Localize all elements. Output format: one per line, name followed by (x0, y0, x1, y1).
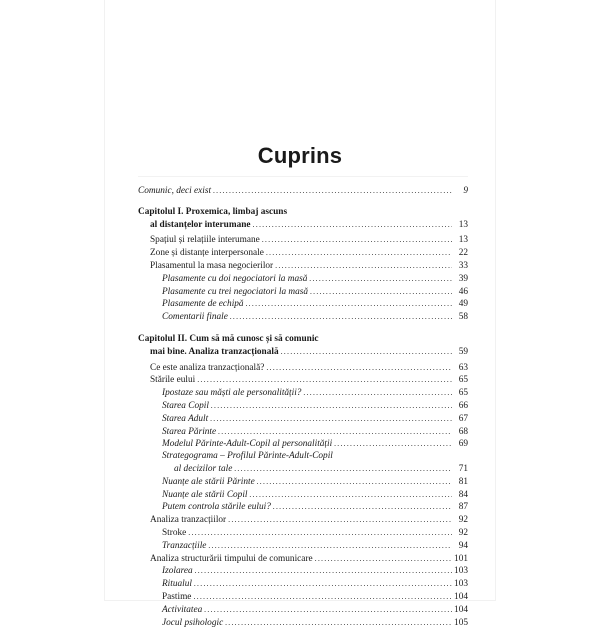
toc-entry-label: Analiza tranzacțiilor (150, 515, 226, 527)
leader-dots (188, 527, 452, 539)
toc-entry-label: Pastime (162, 592, 191, 604)
toc-entry-label: Plasamente cu doi negociatori la masă (162, 274, 307, 286)
toc-entry-label: Analiza structurării timpului de comunicare (150, 554, 313, 566)
toc-subentry (138, 273, 468, 286)
toc-entry-page: 69 (454, 439, 468, 451)
toc-subentry (138, 540, 468, 553)
toc-entry-page: 46 (454, 287, 468, 299)
toc-entry-label: Stările eului (150, 375, 195, 387)
toc-entry-label: Stroke (162, 528, 186, 540)
toc-entry-page: 63 (454, 363, 468, 375)
toc-entry-page: 104 (454, 605, 468, 617)
chapter-title-cont: al distanțelor interumane (150, 220, 251, 232)
toc-entry-label: Tranzacțiile (162, 541, 206, 553)
toc-entry-label: Nuanțe ale stării Copil (162, 490, 247, 502)
toc-entry-label: Ritualul (162, 579, 192, 591)
toc-entry-page: 101 (454, 554, 468, 566)
toc-entry-label: Putem controla stările eului? (162, 502, 271, 514)
toc-entry-label: Ipostaze sau măști ale personalității? (162, 388, 301, 400)
toc-subentry (138, 451, 468, 463)
leader-dots (266, 362, 452, 374)
toc-entry-label: Starea Adult (162, 414, 208, 426)
leader-dots (257, 476, 452, 488)
toc-entry-label: Plasamente de echipă (162, 299, 244, 311)
leader-dots (213, 185, 452, 197)
toc-subentry (138, 578, 468, 591)
leader-dots (309, 273, 452, 285)
toc-entry-page: 65 (454, 388, 468, 400)
toc-entry-label: Jocul psihologic (162, 618, 223, 629)
toc-subentry (138, 489, 468, 502)
toc-subentry (138, 438, 468, 451)
toc-entry-page: 103 (454, 566, 468, 578)
toc-subentry (138, 591, 468, 604)
toc-entry-label: Comentarii finale (162, 312, 228, 324)
toc-entry (138, 362, 468, 375)
toc-subentry (138, 501, 468, 514)
top-rule (138, 176, 468, 177)
leader-dots (230, 311, 452, 323)
leader-dots (246, 298, 452, 310)
leader-dots (211, 400, 452, 412)
toc-subentry-cont (138, 463, 468, 476)
toc-entry-page: 65 (454, 375, 468, 387)
toc-entry-label: Spațiul și relațiile interumane (150, 235, 260, 247)
leader-dots (303, 387, 452, 399)
toc-entry-label: Strategograma – Profilul Părinte-Adult-Copil (162, 451, 333, 463)
toc-entry-label: Starea Părinte (162, 427, 216, 439)
leader-dots (204, 604, 452, 616)
leader-dots (253, 219, 452, 231)
toc-entry-label: Zone și distanțe interpersonale (150, 248, 264, 260)
toc-entry-page: 92 (454, 515, 468, 527)
toc-entry-page: 81 (454, 477, 468, 489)
toc-subentry (138, 426, 468, 439)
toc-entry-page: 66 (454, 401, 468, 413)
leader-dots (194, 578, 452, 590)
toc-entry (138, 553, 468, 566)
toc-entry-page: 87 (454, 502, 468, 514)
leader-dots (275, 260, 452, 272)
toc-subentry (138, 387, 468, 400)
chapter-page: 13 (454, 220, 468, 232)
toc-entry (138, 374, 468, 387)
toc-subentry (138, 286, 468, 299)
toc-entry-label: Activitatea (162, 605, 202, 617)
toc-entry-page: 39 (454, 274, 468, 286)
leader-dots (334, 438, 452, 450)
leader-dots (234, 463, 452, 475)
toc-subentry (138, 476, 468, 489)
toc-entry-page: 13 (454, 235, 468, 247)
toc-entry-label: Modelul Părinte-Adult-Copil al personalității (162, 439, 332, 451)
leader-dots (193, 591, 452, 603)
toc-entry (138, 514, 468, 527)
toc-subentry (138, 400, 468, 413)
leader-dots (281, 346, 452, 358)
toc-entry-page: 22 (454, 248, 468, 260)
leader-dots (225, 617, 452, 629)
leader-dots (315, 553, 452, 565)
toc-entry-label: Plasamente cu trei negociatori la masă (162, 287, 308, 299)
leader-dots (273, 501, 452, 513)
leader-dots (210, 413, 452, 425)
toc-subentry (138, 617, 468, 629)
toc-entry-label: Izolarea (162, 566, 193, 578)
page-title: Cuprins (105, 143, 495, 169)
toc-subentry (138, 298, 468, 311)
toc-entry-page: 71 (454, 464, 468, 476)
toc-subentry (138, 311, 468, 324)
chapter-heading-1-line2 (138, 219, 468, 232)
toc-entry-page: 84 (454, 490, 468, 502)
chapter-heading-2-line1 (138, 334, 468, 346)
table-of-contents (138, 185, 468, 629)
toc-entry-label: Nuanțe ale stării Părinte (162, 477, 255, 489)
chapter-title: Capitolul II. Cum să mă cunosc și să comunic (138, 334, 319, 346)
toc-entry-page: 58 (454, 312, 468, 324)
toc-entry (138, 260, 468, 273)
toc-entry-label: Comunic, deci exist (138, 186, 211, 198)
toc-entry-label: Plasamentul la masa negocierilor (150, 261, 273, 273)
toc-entry-page: 67 (454, 414, 468, 426)
leader-dots (208, 540, 452, 552)
toc-entry-page: 92 (454, 528, 468, 540)
toc-entry-intro (138, 185, 468, 198)
toc-entry-label: Ce este analiza tranzacțională? (150, 363, 264, 375)
chapter-heading-1-line1 (138, 207, 468, 219)
chapter-title: Capitolul I. Proxemica, limbaj ascuns (138, 207, 287, 219)
toc-entry-page: 49 (454, 299, 468, 311)
toc-entry-page: 68 (454, 427, 468, 439)
leader-dots (228, 514, 452, 526)
leader-dots (218, 426, 452, 438)
toc-entry-label: al decizilor tale (174, 464, 232, 476)
toc-entry-page: 9 (454, 186, 468, 198)
leader-dots (197, 374, 452, 386)
toc-subentry (138, 527, 468, 540)
leader-dots (195, 565, 452, 577)
toc-subentry (138, 565, 468, 578)
chapter-heading-2-line2 (138, 346, 468, 359)
toc-entry-page: 103 (454, 579, 468, 591)
toc-entry-page: 105 (454, 618, 468, 629)
leader-dots (310, 286, 452, 298)
leader-dots (249, 489, 452, 501)
toc-entry-label: Starea Copil (162, 401, 209, 413)
leader-dots (266, 247, 452, 259)
chapter-title-cont: mai bine. Analiza tranzacțională (150, 347, 279, 359)
chapter-page: 59 (454, 347, 468, 359)
toc-entry-page: 94 (454, 541, 468, 553)
leader-dots (262, 234, 452, 246)
toc-entry (138, 247, 468, 260)
toc-entry-page: 104 (454, 592, 468, 604)
toc-entry-page: 33 (454, 261, 468, 273)
book-page (105, 0, 495, 600)
toc-entry (138, 234, 468, 247)
toc-subentry (138, 413, 468, 426)
toc-subentry (138, 604, 468, 617)
